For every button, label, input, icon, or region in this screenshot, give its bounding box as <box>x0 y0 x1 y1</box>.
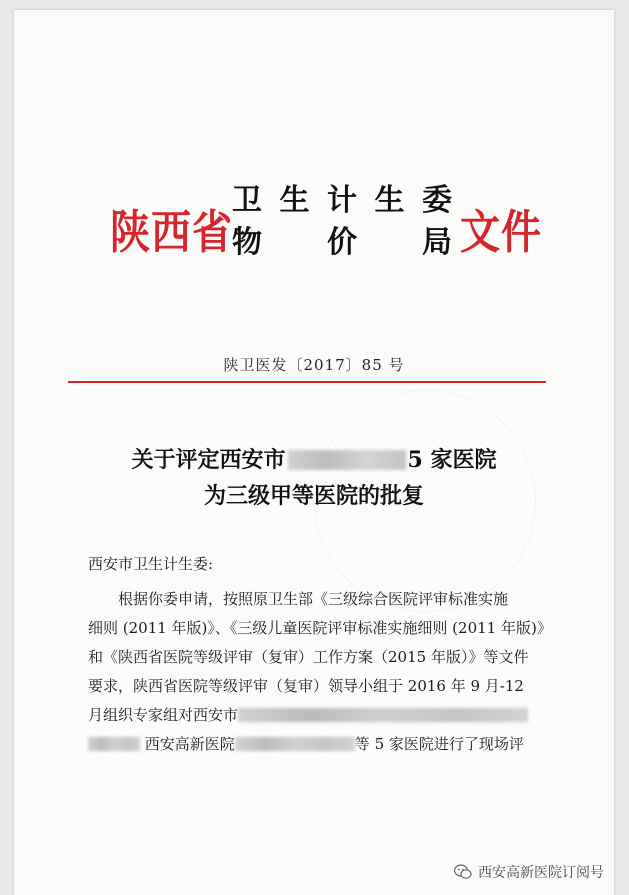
wechat-watermark <box>454 862 604 882</box>
title-line-2: 为三级甲等医院的批复 <box>203 483 424 509</box>
org-char: 价 <box>327 225 357 260</box>
document-header <box>14 170 614 280</box>
salutation: 西安市卫生计生委: <box>88 555 214 573</box>
title-line-1 <box>14 442 614 478</box>
redacted-block <box>88 737 140 751</box>
header-doc-type: 文件 <box>460 205 542 260</box>
title-prefix: 关于评定西安市 <box>131 447 286 473</box>
body-text: 月组织专家组对西安市 <box>88 706 239 724</box>
title-suffix: 5 家医院 <box>407 447 497 473</box>
document-title <box>14 442 614 514</box>
header-province: 陕西省 <box>110 205 233 260</box>
header-organizations <box>232 180 452 264</box>
org-line-2 <box>232 222 452 264</box>
org-line-1 <box>232 180 452 222</box>
body-text: 西安高新医院 <box>144 735 235 753</box>
document-page <box>14 10 614 895</box>
org-char: 生 <box>374 183 405 218</box>
wechat-icon <box>454 864 472 880</box>
org-char: 委 <box>422 183 452 218</box>
body-line: 根据你委申请，按照原卫生部《三级综合医院评审标准实施 <box>118 590 509 608</box>
body-line-6 <box>88 730 558 759</box>
redacted-block <box>288 450 406 470</box>
body-text: 等 5 家医院进行了现场评 <box>354 735 524 753</box>
body-line: 要求，陕西省医院等级评审（复审）领导小组于 2016 年 9 月-12 <box>88 677 524 695</box>
redacted-block <box>238 708 528 722</box>
org-char: 生 <box>279 183 310 218</box>
org-char: 卫 <box>232 183 262 218</box>
body-line: 细则 (2011 年版)》、《三级儿童医院评审标准实施细则 (2011 年版)》 <box>88 619 552 637</box>
org-char: 局 <box>422 225 452 260</box>
org-char: 计 <box>327 183 357 218</box>
org-char: 物 <box>232 225 262 260</box>
body-line: 和《陕西省医院等级评审（复审）工作方案（2015 年版）》等文件 <box>88 648 529 666</box>
body-line-5 <box>88 701 558 730</box>
document-number: 陕卫医发〔2017〕85 号 <box>223 356 405 374</box>
watermark-text: 西安高新医院订阅号 <box>478 865 604 881</box>
document-body <box>88 550 558 759</box>
redacted-block <box>235 737 355 751</box>
red-divider <box>68 381 546 383</box>
